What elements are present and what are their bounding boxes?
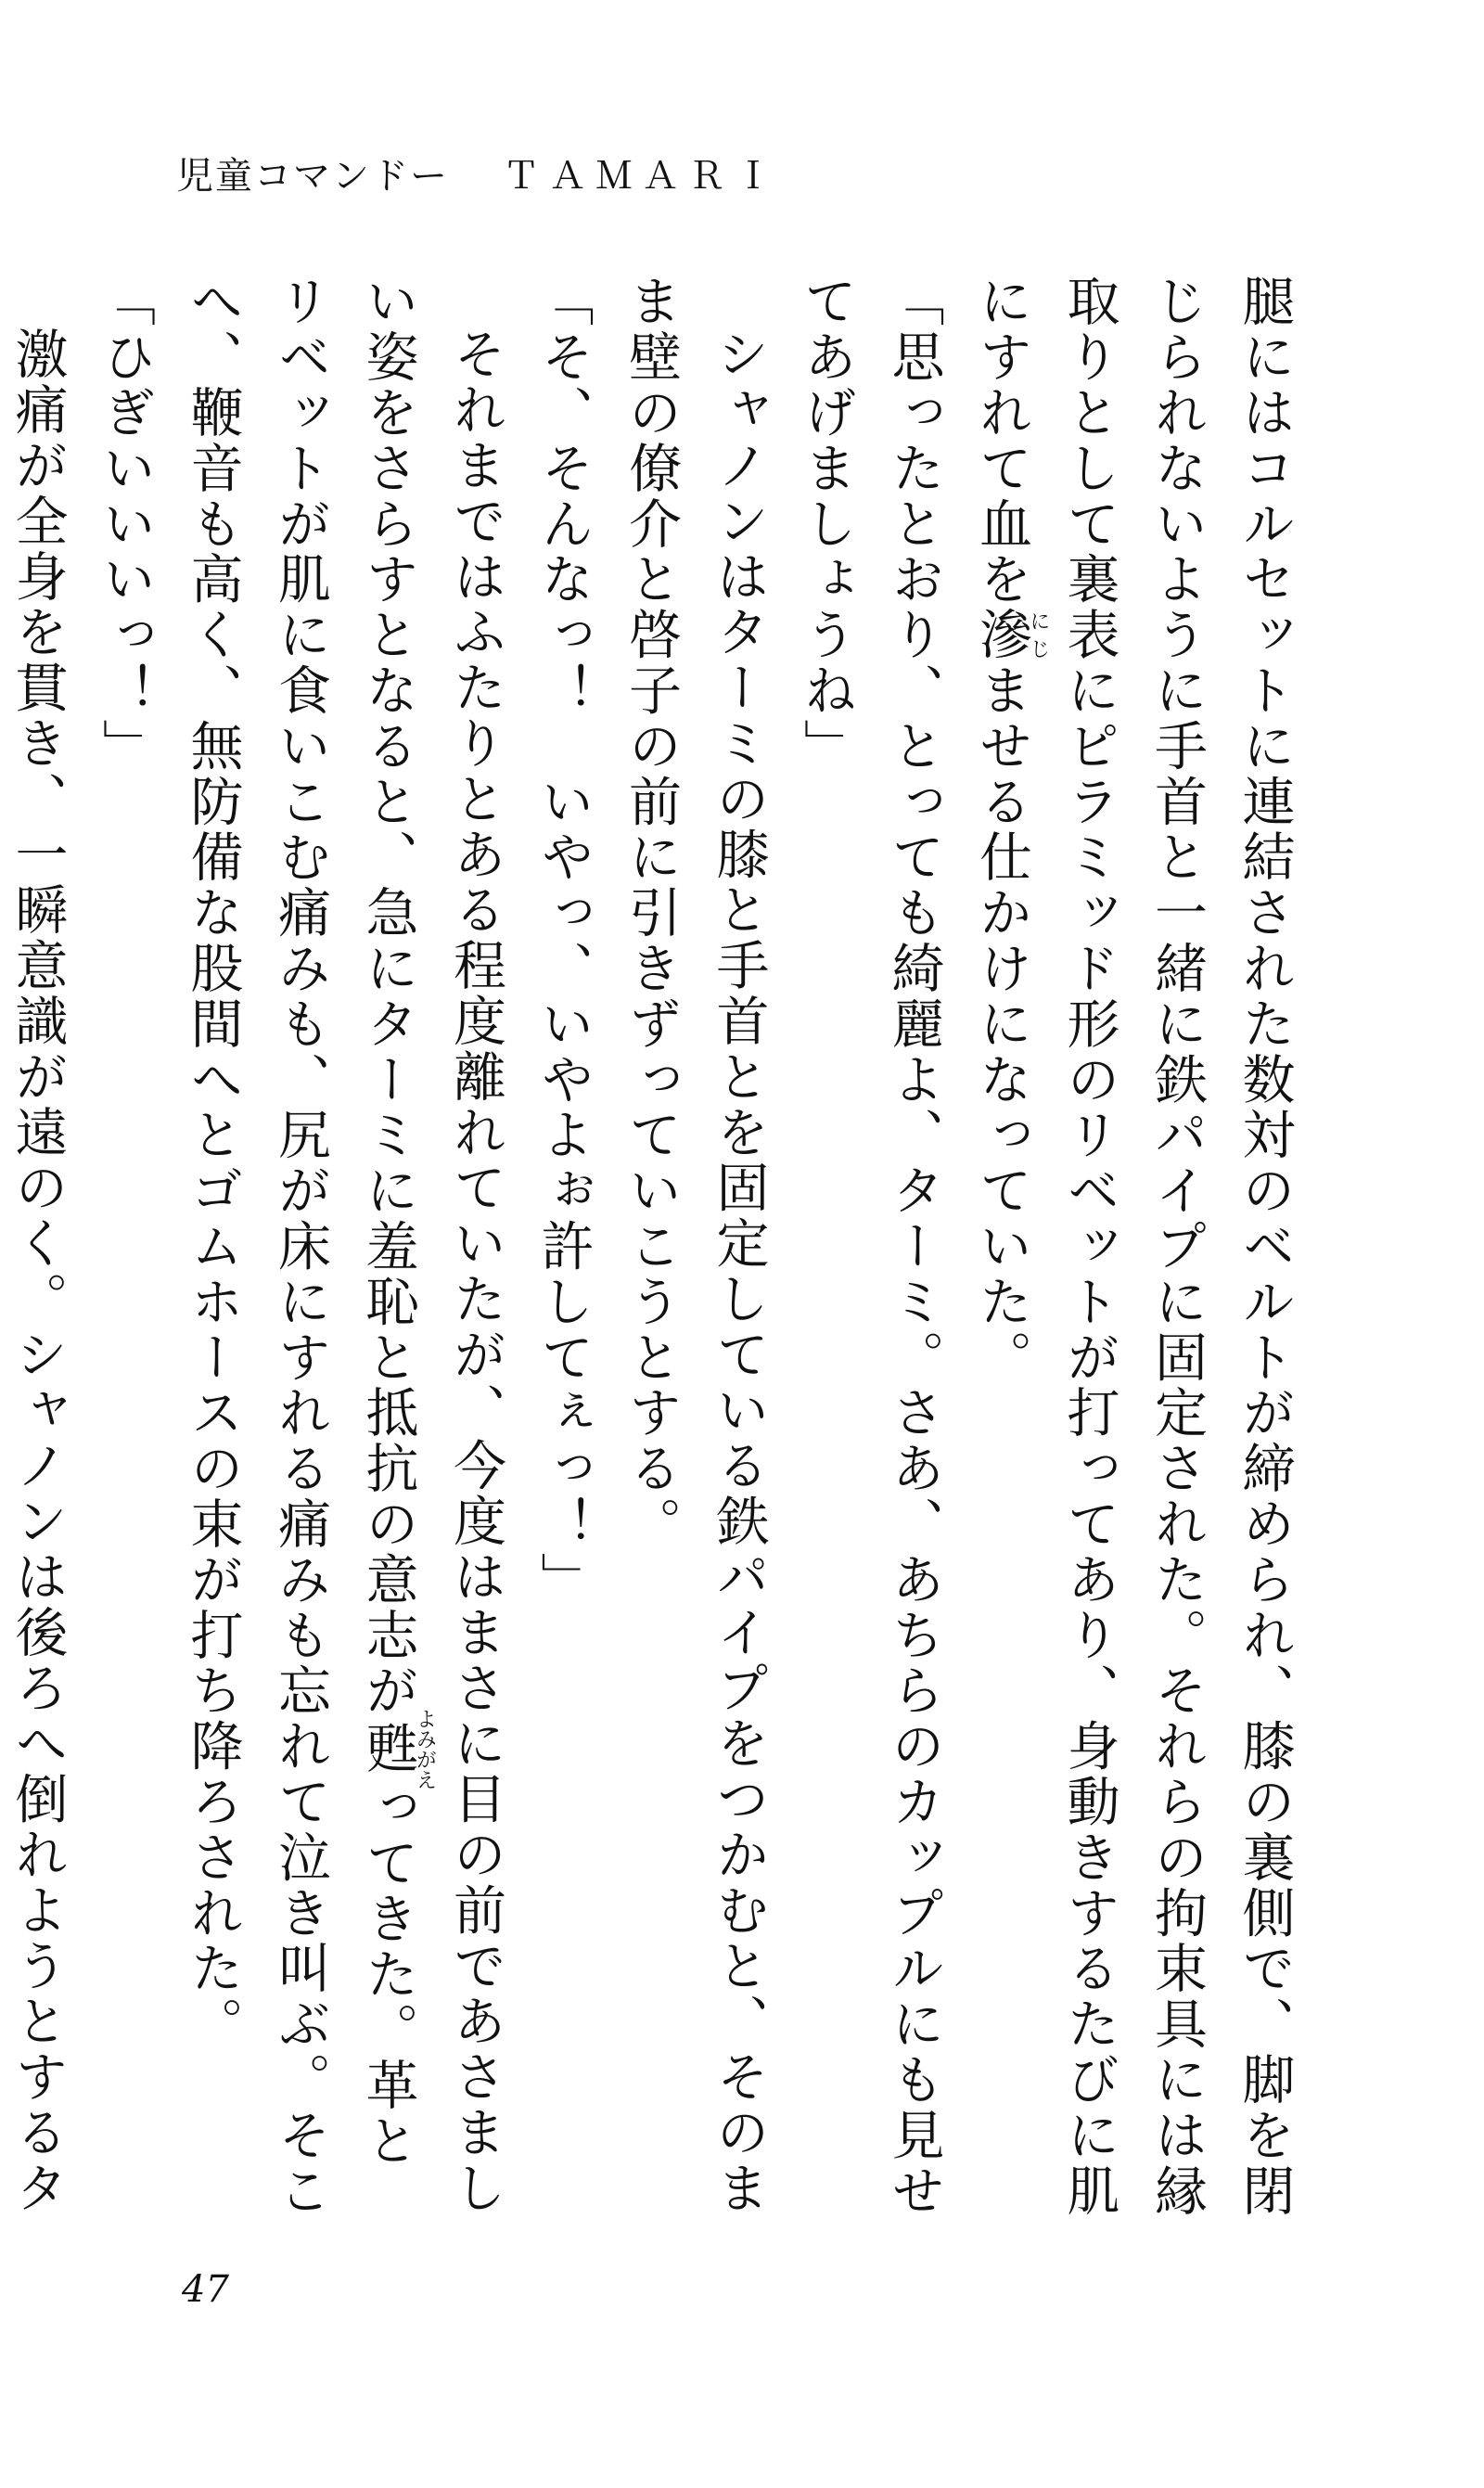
paragraph-2: 「思ったとおり、とっても綺麗よ、ターミ。さあ、あちらのカップルにも見せてあげましょうね」 <box>795 274 944 2219</box>
paragraph-3: シャノンはターミの膝と手首とを固定している鉄パイプをつかむと、そのまま壁の僚介と啓子の前に引きずっていこうとする。 <box>620 274 769 2216</box>
ruby-base-2: 甦 <box>357 1708 418 1790</box>
paragraph-1 <box>957 274 1308 2222</box>
ruby-reading-2: よみがえ <box>413 1708 437 1790</box>
paragraph-5-text: それまではふたりとある程度離れていたが、今度はまさに目の前であさましい姿をさらすとなると、急にターミに羞恥と抵抗の意志が <box>357 274 506 2216</box>
ruby-base-1: 滲 <box>970 607 1032 663</box>
ruby-reading-1: にじ <box>1027 607 1050 663</box>
page-number: 47 <box>182 2268 229 2311</box>
book-title: 児童コマンドー <box>176 155 449 198</box>
paragraph-6: 「ひぎいいいっ！」 <box>94 274 156 775</box>
running-header <box>176 147 781 199</box>
paragraph-4: 「そ、そんなっ！ いやっ、いやよぉ許してぇっ！」 <box>532 274 594 1608</box>
paragraph-5-cont: ってきた。革とリベットが肌に食いこむ痛みも、尻が床にすれる痛みも忘れて泣き叫ぶ。そこへ、鞭音も高く、無防備な股間へとゴムホースの束が打ち降ろされた。 <box>182 274 418 2219</box>
series-name: ＴＡＭＡＲＩ <box>503 155 781 198</box>
paragraph-1-text: 腿にはコルセットに連結された数対のベルトが締められ、膝の裏側で、脚を閉じられないように手首と一緒に鉄パイプに固定された。それらの拘束具には縁取りとして裏表にピラミッド形のリベットが打ってあり、身動きするたびに肌にすれて血を <box>970 274 1295 2219</box>
furigana-yomigaeru <box>357 1708 437 1790</box>
paragraph-5 <box>169 274 519 2222</box>
furigana-nijimu <box>970 607 1050 663</box>
paragraph-1-cont: ませる仕かけになっていた。 <box>970 662 1032 1386</box>
body-text <box>6 274 1308 2222</box>
paragraph-7: 激痛が全身を貫き、一瞬意識が遠のく。シャノンは後ろへ倒れようとするタ <box>6 327 68 2216</box>
